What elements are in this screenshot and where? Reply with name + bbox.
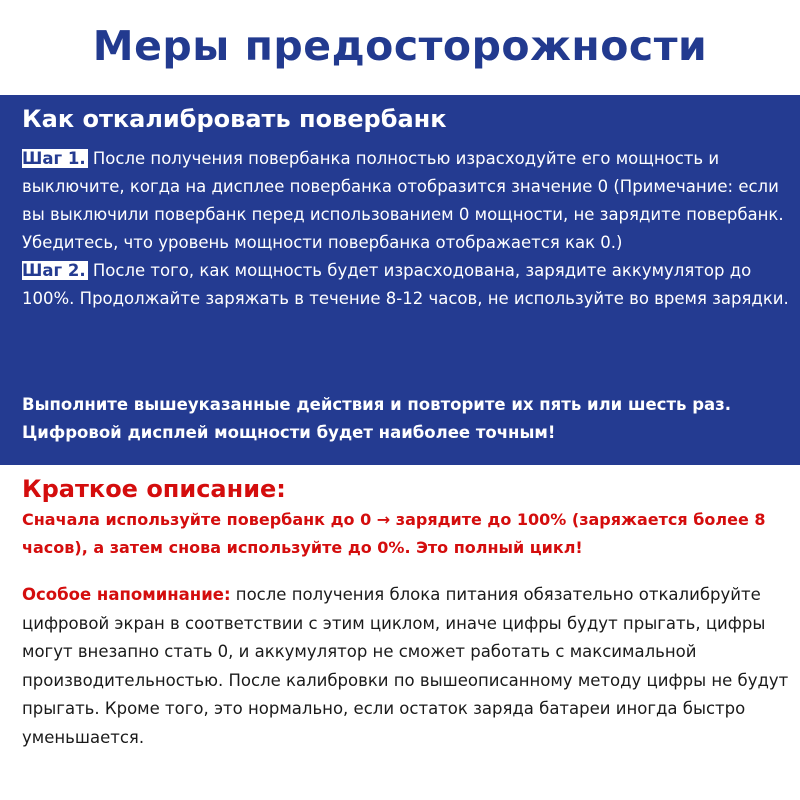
special-reminder (22, 581, 792, 752)
summary-text: Сначала используйте повербанк до 0 → зарядите до 100% (заряжается более 8 часов), а затем снова используйте до 0%. Это полный цикл! (22, 510, 766, 557)
step-2-label: Шаг 2. (22, 261, 86, 280)
step-1 (22, 145, 792, 257)
calibration-steps (22, 145, 792, 313)
step-2 (22, 257, 792, 313)
calibration-heading: Как откалибровать повербанк (22, 105, 447, 133)
reminder-text: после получения блока питания обязательно откалибруйте цифровой экран в соответствии с этим циклом, иначе цифры будут прыгать, цифры могут внезапно стать 0, и аккумулятор не сможет работать с максимальной производительностью. После калибровки по вышеописанному методу цифры не будут прыгать. Кроме того, это нормально, если остаток заряда батареи иногда быстро уменьшается. (22, 585, 789, 747)
calibration-panel (0, 95, 800, 465)
step-1-text: После получения повербанка полностью израсходуйте его мощность и выключите, когда на дисплее повербанка отобразится значение 0 (Примечание: если вы выключили повербанк перед использованием 0 мощности, не зарядите повербанк. Убедитесь, что уровень мощности повербанка отображается как 0.) (22, 149, 784, 252)
reminder-label: Особое напоминание: (22, 585, 231, 604)
step-1-label: Шаг 1. (22, 149, 86, 168)
page-title: Меры предосторожности (92, 22, 708, 70)
summary-heading: Краткое описание: (22, 475, 286, 503)
step-2-text: После того, как мощность будет израсходована, зарядите аккумулятор до 100%. Продолжайте заряжать в течение 8-12 часов, не используйте во время зарядки. (22, 261, 789, 308)
calibration-note: Выполните вышеуказанные действия и повторите их пять или шесть раз. Цифровой дисплей мощности будет наиболее точным! (22, 395, 732, 442)
